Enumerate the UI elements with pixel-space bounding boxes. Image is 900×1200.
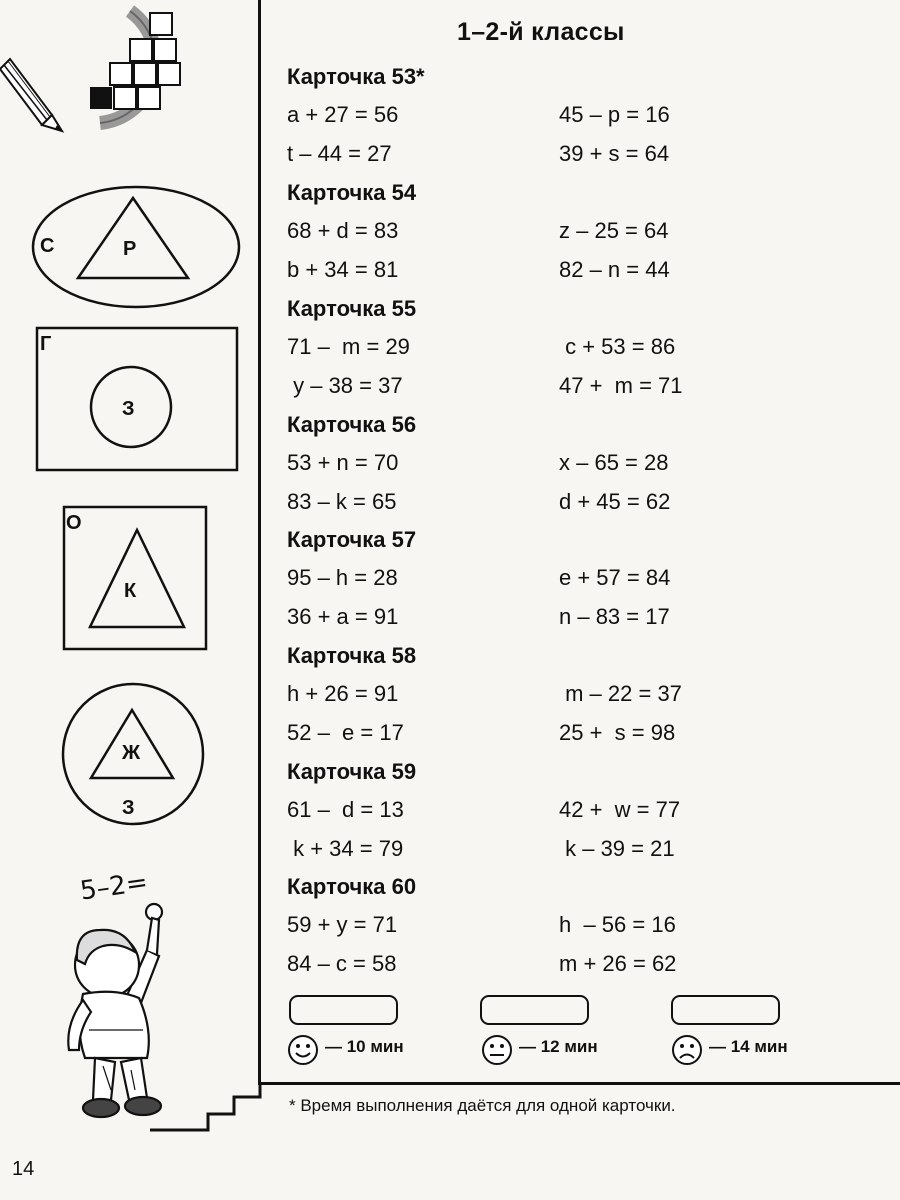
- card-title: Карточка 56: [287, 412, 417, 437]
- equation: 53 + n = 70: [287, 450, 399, 475]
- time-answer-box[interactable]: [289, 995, 398, 1025]
- footnote: * Время выполнения даётся для одной карточки.: [289, 1096, 676, 1115]
- time-label: — 10 мин: [325, 1037, 404, 1056]
- time-label: — 12 мин: [519, 1037, 598, 1056]
- page-number: 14: [12, 1158, 35, 1180]
- equation: m + 26 = 62: [559, 951, 677, 976]
- equation: m – 22 = 37: [559, 681, 682, 706]
- equation: z – 25 = 64: [559, 218, 669, 243]
- equation: y – 38 = 37: [287, 373, 403, 398]
- timing-legend: [287, 995, 887, 1065]
- equation: 45 – p = 16: [559, 102, 670, 127]
- ellipse-label: С: [40, 235, 55, 257]
- equation: 83 – k = 65: [287, 489, 397, 514]
- equation: 68 + d = 83: [287, 218, 399, 243]
- staircase-squares-icon: [80, 5, 220, 130]
- equation: 84 – c = 58: [287, 951, 397, 976]
- footer-divider: [258, 1082, 900, 1085]
- equation: 39 + s = 64: [559, 141, 670, 166]
- equation: 59 + y = 71: [287, 912, 398, 937]
- card-title: Карточка 53*: [287, 64, 425, 89]
- smile-face-icon: [287, 1034, 319, 1066]
- equation: h – 56 = 16: [559, 912, 676, 937]
- triangle-label: Ж: [122, 742, 141, 764]
- time-answer-box[interactable]: [671, 995, 780, 1025]
- circle-label: З: [122, 797, 135, 819]
- triangle-label: Р: [123, 238, 137, 260]
- circle-label: З: [122, 398, 135, 420]
- ellipse-triangle-figure: [28, 180, 248, 315]
- square-triangle-figure: [62, 505, 210, 653]
- pencil-icon: [0, 55, 70, 135]
- time-answer-box[interactable]: [480, 995, 589, 1025]
- equation: n – 83 = 17: [559, 604, 670, 629]
- card-title: Карточка 57: [287, 527, 417, 552]
- equation: 82 – n = 44: [559, 257, 670, 282]
- equation: 47 + m = 71: [559, 373, 683, 398]
- rectangle-circle-figure: [35, 325, 240, 475]
- equation: 95 – h = 28: [287, 565, 398, 590]
- equation: d + 45 = 62: [559, 489, 671, 514]
- card-title: Карточка 54: [287, 180, 417, 205]
- equation: h + 26 = 91: [287, 681, 399, 706]
- equation: 36 + a = 91: [287, 604, 399, 629]
- equation: 42 + w = 77: [559, 797, 681, 822]
- equation: e + 57 = 84: [559, 565, 671, 590]
- rectangle-label: Г: [40, 333, 52, 355]
- triangle-label: К: [124, 580, 137, 602]
- page-title: 1–2-й классы: [457, 18, 625, 46]
- equation: 25 + s = 98: [559, 720, 676, 745]
- card-title: Карточка 58: [287, 643, 417, 668]
- equation: a + 27 = 56: [287, 102, 399, 127]
- equation: c + 53 = 86: [559, 334, 676, 359]
- sidebar-illustrations: [0, 0, 260, 1200]
- equation: x – 65 = 28: [559, 450, 669, 475]
- sad-face-icon: [671, 1034, 703, 1066]
- neutral-face-icon: [481, 1034, 513, 1066]
- column-divider: [258, 0, 261, 1085]
- card-title: Карточка 60: [287, 874, 417, 899]
- stair-step-border: [150, 1082, 262, 1142]
- card-title: Карточка 55: [287, 296, 417, 321]
- equation: 71 – m = 29: [287, 334, 410, 359]
- board-writing: 5–2=: [78, 867, 150, 907]
- equation: k + 34 = 79: [287, 836, 404, 861]
- card-title: Карточка 59: [287, 759, 417, 784]
- equation: b + 34 = 81: [287, 257, 399, 282]
- equation: 52 – e = 17: [287, 720, 404, 745]
- equation: 61 – d = 13: [287, 797, 404, 822]
- square-label: О: [66, 512, 82, 534]
- time-label: — 14 мин: [709, 1037, 788, 1056]
- equation: k – 39 = 21: [559, 836, 675, 861]
- equation: t – 44 = 27: [287, 141, 392, 166]
